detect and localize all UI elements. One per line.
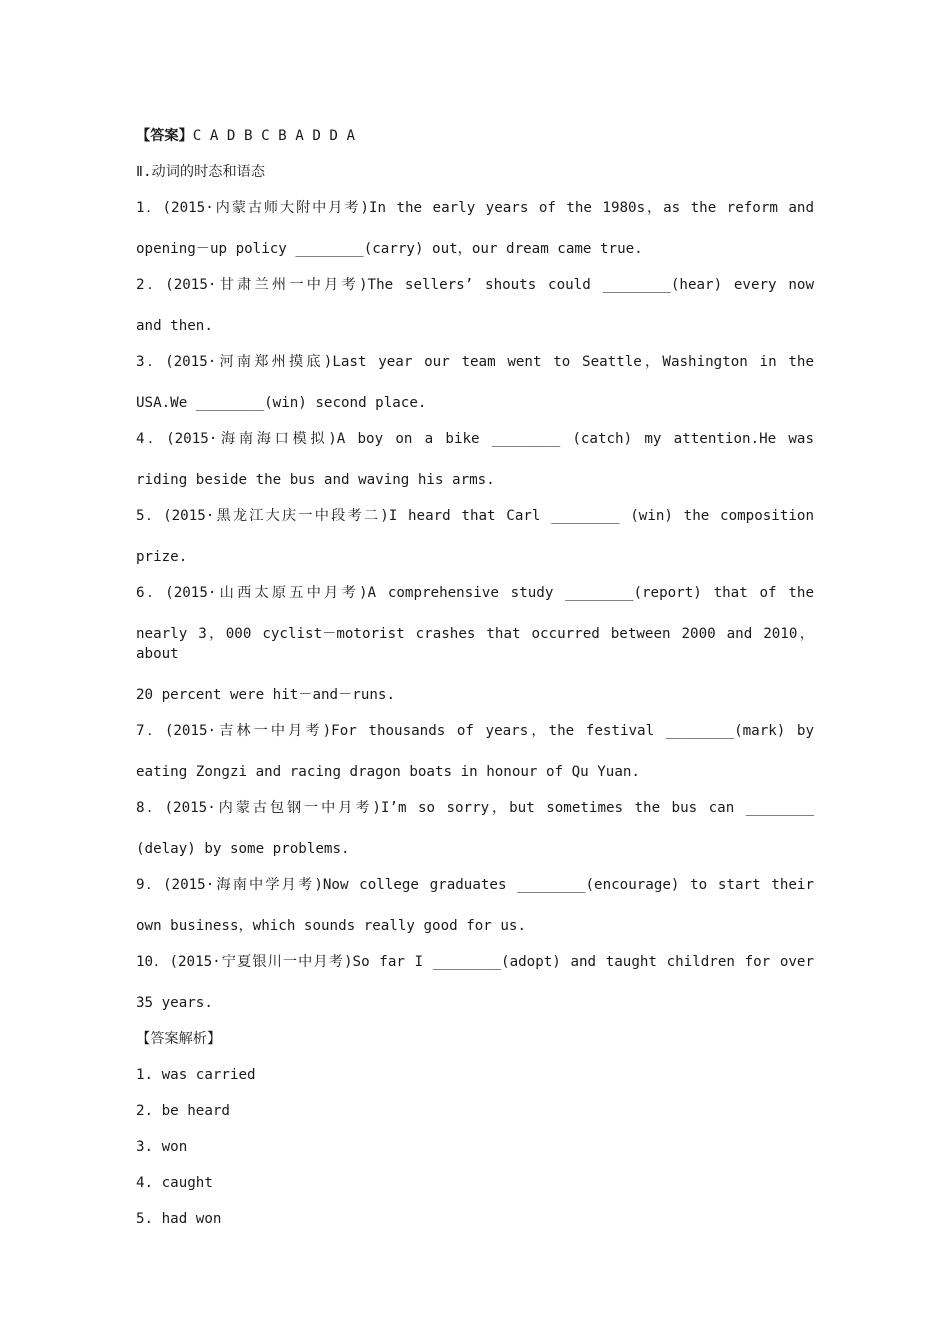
question-text-cont: and then.	[136, 318, 213, 334]
question-text-cont: own business，which sounds really good for us.	[136, 918, 527, 934]
answer-item: 2. be heard	[136, 1103, 230, 1119]
section-title: Ⅱ.动词的时态和语态	[136, 164, 266, 180]
question-item	[136, 352, 814, 413]
question-text: 6．(2015·山西太原五中月考)A comprehensive study ________(report) that of the	[136, 585, 814, 601]
answer-item: 4. caught	[136, 1175, 213, 1191]
question-text: 4．(2015·海南海口模拟)A boy on a bike ________ (catch) my attention.He was	[136, 431, 814, 447]
answer-label: 【答案】	[136, 128, 193, 144]
answer-value: C A D B C B A D D A	[192, 128, 356, 144]
question-item	[136, 275, 814, 336]
question-text: 10．(2015·宁夏银川一中月考)So far I ________(adopt) and taught children for over	[136, 954, 814, 970]
answer-item: 3. won	[136, 1139, 188, 1155]
document-page	[136, 126, 814, 1245]
question-item	[136, 721, 814, 782]
answer-item: 1. was carried	[136, 1067, 256, 1083]
question-item	[136, 429, 814, 490]
question-text: 3．(2015·河南郑州摸底)Last year our team went to Seattle，Washington in the	[136, 354, 814, 370]
question-item	[136, 506, 814, 567]
question-item	[136, 583, 814, 705]
question-text-cont: 20 percent were hit－and－runs.	[136, 687, 395, 703]
question-item	[136, 952, 814, 1013]
question-text-cont: riding beside the bus and waving his arms.	[136, 472, 495, 488]
question-text-cont: USA.We ________(win) second place.	[136, 395, 427, 411]
question-text-cont: prize.	[136, 549, 188, 565]
question-text: 1．(2015·内蒙古师大附中月考)In the early years of the 1980s，as the reform and	[136, 200, 814, 216]
answer-line	[136, 126, 814, 146]
question-text-cont: (delay) by some problems.	[136, 841, 350, 857]
question-text-cont: nearly 3，000 cyclist－motorist crashes that occurred between 2000 and 2010，about	[136, 626, 814, 662]
question-list	[136, 198, 814, 1013]
question-item	[136, 198, 814, 259]
question-text: 5．(2015·黑龙江大庆一中段考二)I heard that Carl ________ (win) the composition	[136, 508, 814, 524]
question-text-cont: eating Zongzi and racing dragon boats in honour of Qu Yuan.	[136, 764, 640, 780]
question-text: 2．(2015·甘肃兰州一中月考)The sellers’ shouts could ________(hear) every now	[136, 277, 814, 293]
question-item	[136, 798, 814, 859]
answer-item: 5. had won	[136, 1211, 222, 1227]
question-text: 8．(2015·内蒙古包钢一中月考)I’m so sorry，but sometimes the bus can ________	[136, 800, 814, 816]
question-item	[136, 875, 814, 936]
question-text: 9．(2015·海南中学月考)Now college graduates ________(encourage) to start their	[136, 877, 814, 893]
analysis-header: 【答案解析】	[136, 1031, 222, 1047]
question-text: 7．(2015·吉林一中月考)For thousands of years，the festival ________(mark) by	[136, 723, 814, 739]
answer-list	[136, 1065, 814, 1229]
question-text-cont: 35 years.	[136, 995, 213, 1011]
question-text-cont: opening－up policy ________(carry) out，our dream came true.	[136, 241, 643, 257]
